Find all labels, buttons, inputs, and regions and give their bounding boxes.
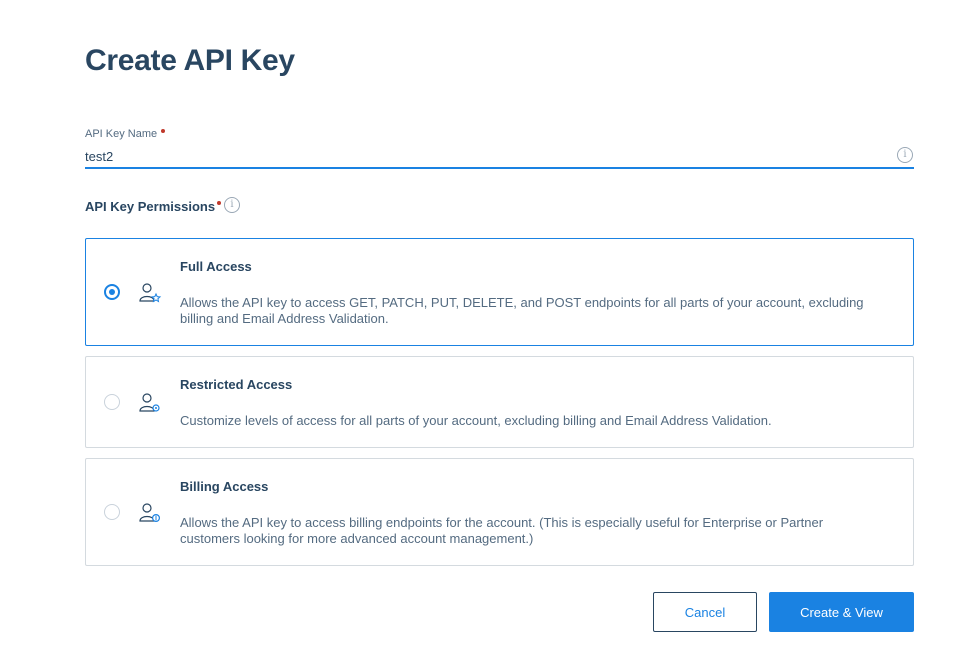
option-description: Customize levels of access for all parts of your account, excluding billing and Email Address Validation. (180, 413, 772, 428)
permissions-info-icon[interactable]: i (224, 197, 240, 213)
user-dollar-icon (138, 501, 162, 525)
radio-full-access[interactable] (104, 284, 120, 300)
api-key-name-label: API Key Name (85, 128, 914, 141)
api-key-name-field (85, 128, 914, 169)
option-description: Allows the API key to access GET, PATCH, PUT, DELETE, and POST endpoints for all parts of your account, excluding billing and Email Address Validation. (180, 295, 864, 326)
option-full-access[interactable] (85, 238, 914, 346)
option-restricted-access[interactable] (85, 356, 914, 448)
option-title: Billing Access (180, 479, 269, 494)
radio-restricted-access[interactable] (104, 394, 120, 410)
radio-billing-access[interactable] (104, 504, 120, 520)
required-indicator (217, 201, 221, 205)
info-icon[interactable]: i (897, 147, 913, 163)
input-underline (85, 167, 914, 169)
cancel-button[interactable]: Cancel (653, 592, 757, 632)
option-description: Allows the API key to access billing endpoints for the account. (This is especially useful for Enterprise or Partner customers looking for more advanced account management.) (180, 515, 824, 546)
api-key-name-input[interactable] (85, 146, 885, 166)
page-title: Create API Key (85, 44, 295, 77)
permissions-label: API Key Permissions (85, 199, 221, 214)
option-title: Restricted Access (180, 377, 293, 392)
create-and-view-button[interactable]: Create & View (769, 592, 914, 632)
option-billing-access[interactable] (85, 458, 914, 566)
option-title: Full Access (180, 259, 252, 274)
user-gear-icon (138, 391, 162, 415)
required-indicator (161, 129, 165, 133)
user-star-icon (138, 281, 162, 305)
